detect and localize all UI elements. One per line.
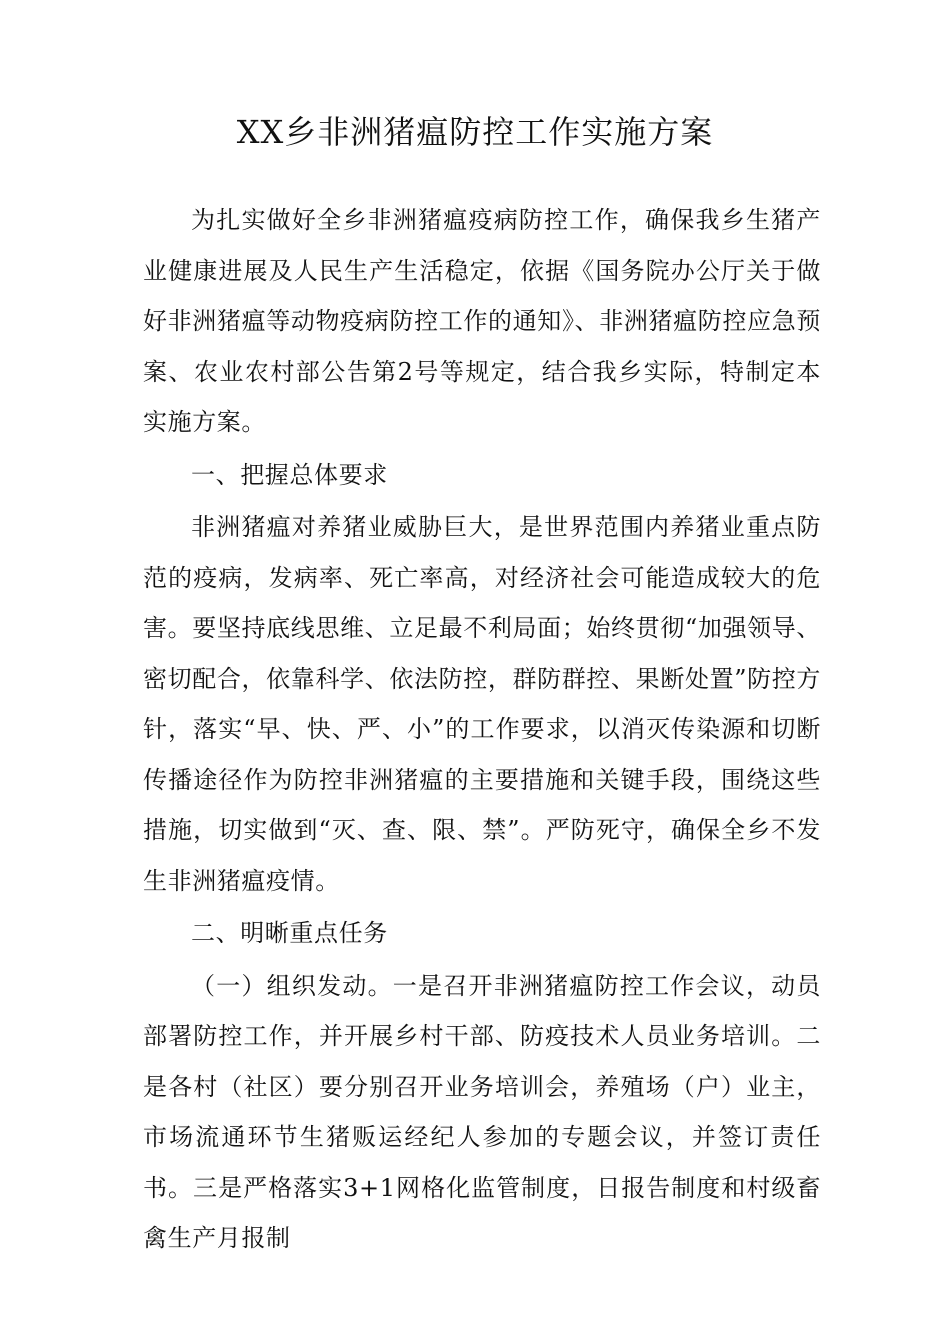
document-title: XX乡非洲猪瘟防控工作实施方案 [236,113,714,151]
document-body [143,195,821,1264]
section-heading-2: 二、明晰重点任务 [191,919,388,947]
section-2-paragraph: （一）组织发动。一是召开非洲猪瘟防控工作会议，动员部署防控工作，并开展乡村干部、防疫技术人员业务培训。二是各村（社区）要分别召开业务培训会，养殖场（户）业主，市场流通环节生猪贩运经纪人参加的专题会议，并签订责任书。三是严格落实3+1网格化监管制度，日报告制度和村级畜禽生产月报制 [143,971,821,1252]
intro-paragraph: 为扎实做好全乡非洲猪瘟疫病防控工作，确保我乡生猪产业健康进展及人民生产生活稳定，依据《国务院办公厅关于做好非洲猪瘟等动物疫病防控工作的通知》、非洲猪瘟防控应急预案、农业农村部公告第2号等规定，结合我乡实际，特制定本实施方案。 [143,206,821,436]
section-1-paragraph: 非洲猪瘟对养猪业威胁巨大，是世界范围内养猪业重点防范的疫病，发病率、死亡率高，对经济社会可能造成较大的危害。要坚持底线思维、立足最不利局面；始终贯彻“加强领导、密切配合，依靠科学、依法防控，群防群控、果断处置”防控方针，落实“早、快、严、小”的工作要求，以消灭传染源和切断传播途径作为防控非洲猪瘟的主要措施和关键手段，围绕这些措施，切实做到“灭、查、限、禁”。严防死守，确保全乡不发生非洲猪瘟疫情。 [143,513,821,895]
section-heading-1: 一、把握总体要求 [191,460,388,489]
